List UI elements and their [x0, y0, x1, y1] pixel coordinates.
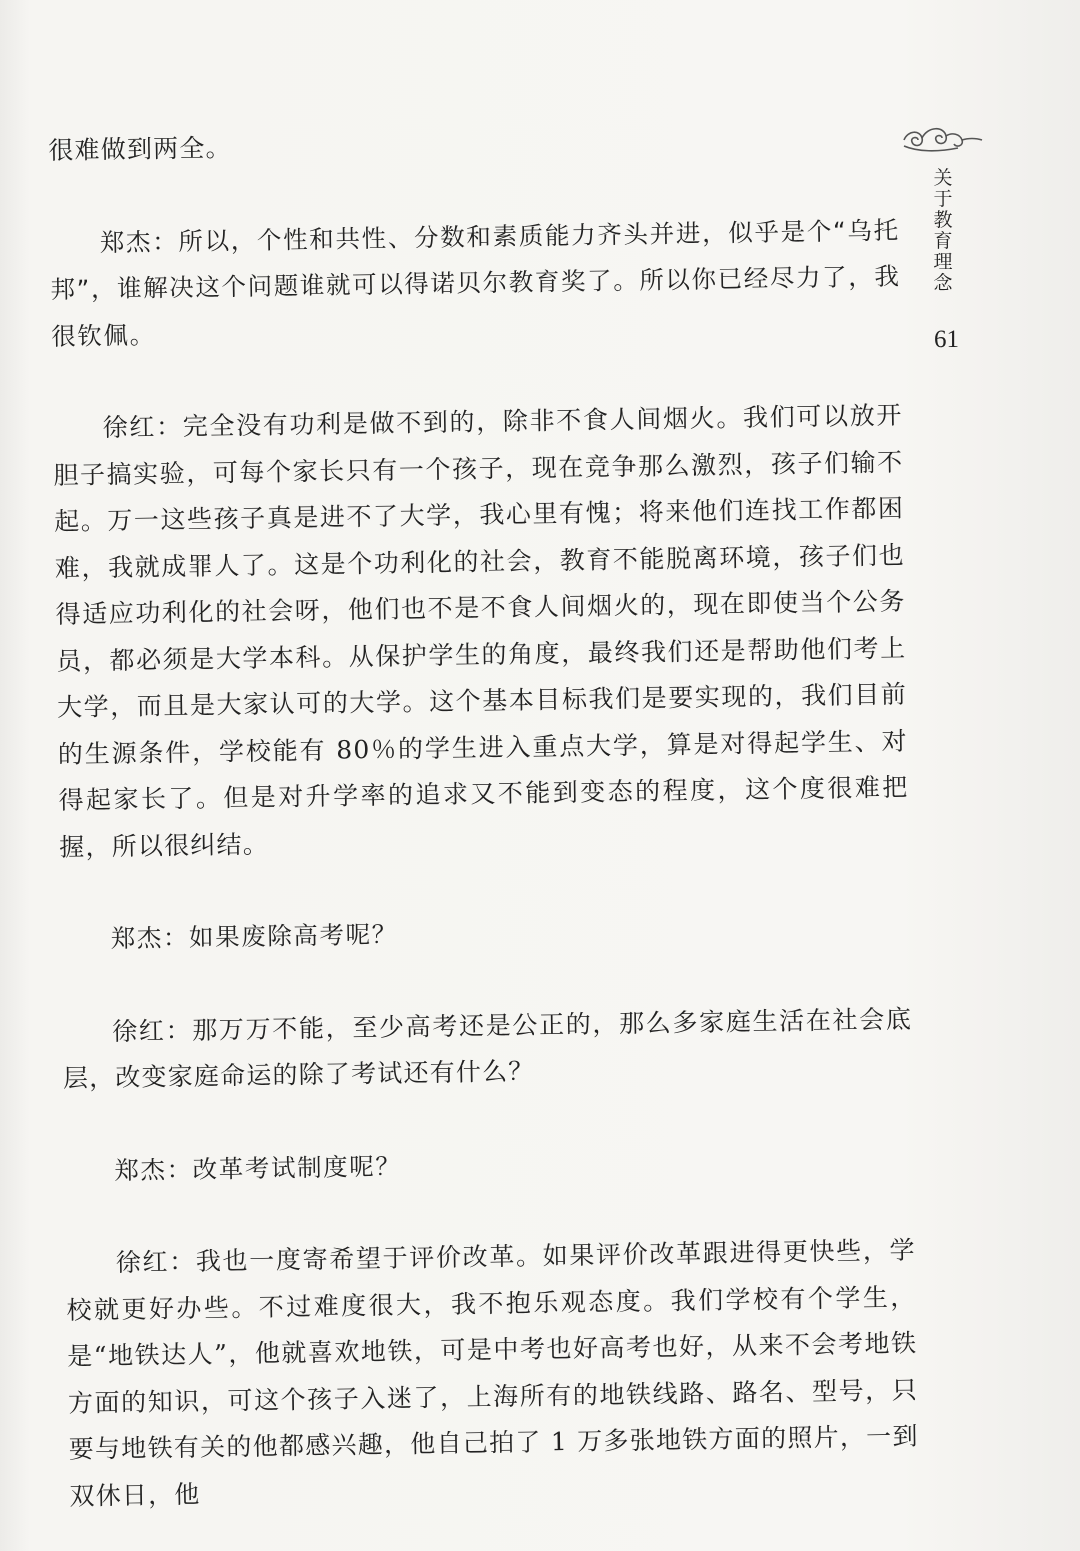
running-header-char: 关 — [933, 167, 953, 189]
paragraph: 郑杰：改革考试制度呢？ — [114, 1151, 402, 1185]
paragraph: 徐红：完全没有功利是做不到的，除非不食人间烟火。我们可以放开胆子搞实验，可每个家长只有一个孩子，现在竞争那么激烈，孩子们输不起。万一这些孩子真是进不了大学，我心里有愧；将来他们连找工作都困难，我就成罪人了。这是个功利化的社会，教育不能脱离环境，孩子们也得适应功利化的社会呀，他们也不是不食人间烟火的，现在即使当个公务员，都必须是大学本科。从保护学生的角度，最终我们还是帮助他们考上大学，而且是大家认可的大学。这个基本目标我们是要实现的，我们目前的生源条件，学校能有 80％的学生进入重点大学，算是对得起学生、对得起家长了。但是对升学率的追求又不能到变态的程度，这个度很难把握，所以很纠结。 — [53, 400, 909, 862]
running-header-char: 育 — [933, 230, 953, 252]
paragraph: 徐红：我也一度寄希望于评价改革。如果评价改革跟进得更快些，学校就更好办些。不过难度很大，我不抱乐观态度。我们学校有个学生，是“地铁达人”，他就喜欢地铁，可是中考也好高考也好，从来不会考地铁方面的知识，可这个孩子入迷了，上海所有的地铁线路、路名、型号，只要与地铁有关的他都感兴趣，他自己拍了 1 万多张地铁方面的照片，一到双休日，他 — [66, 1235, 919, 1511]
paragraph: 郑杰：所以，个性和共性、分数和素质能力齐头并进，似乎是个“乌托邦”，谁解决这个问题谁就可以得诺贝尔教育奖了。所以你已经尽力了，我很钦佩。 — [50, 215, 901, 351]
running-header-char: 教 — [933, 209, 953, 231]
body-text — [48, 115, 920, 1520]
running-header — [931, 168, 955, 294]
running-header-char: 念 — [933, 272, 953, 294]
paragraph: 郑杰：如果废除高考呢？ — [110, 919, 399, 954]
paragraph: 很难做到两全。 — [48, 133, 232, 165]
running-header-char: 于 — [933, 188, 953, 210]
cloud-ornament-icon — [898, 118, 984, 158]
running-header-char: 理 — [933, 251, 953, 273]
page-number: 61 — [934, 326, 959, 353]
paragraph: 徐红：那万万不能，至少高考还是公正的，那么多家庭生活在社会底层，改变家庭命运的除了考试还有什么？ — [62, 1004, 913, 1093]
